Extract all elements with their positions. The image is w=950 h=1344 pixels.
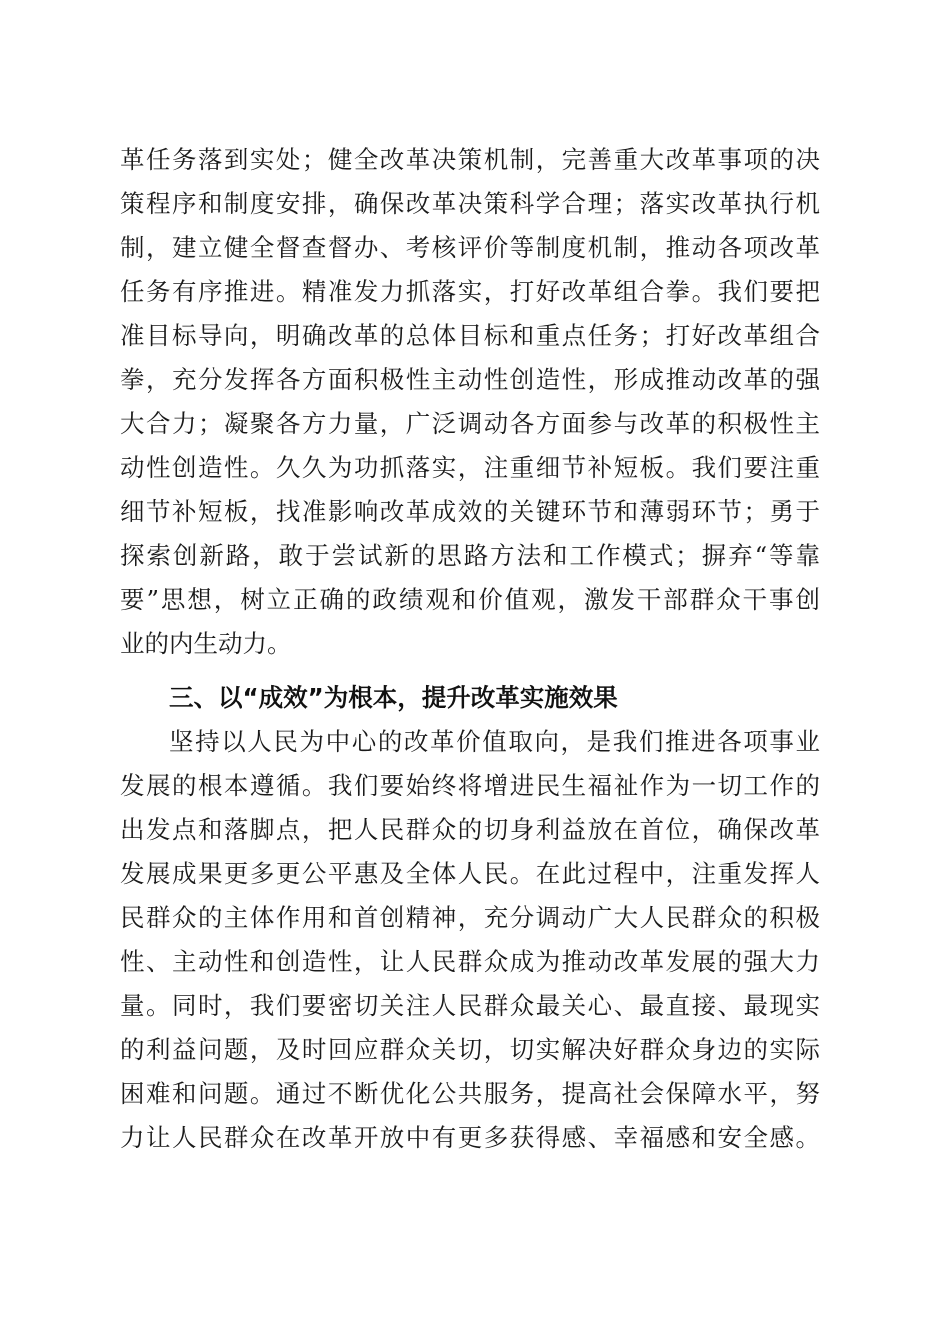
paragraph-line: 困难和问题。通过不断优化公共服务，提高社会保障水平，努 [120, 1079, 820, 1108]
paragraph-line: 发展成果更多更公平惠及全体人民。在此过程中，注重发挥人 [120, 859, 820, 888]
paragraph-line: 力让人民群众在改革开放中有更多获得感、幸福感和安全感。 [120, 1123, 820, 1152]
paragraph-line: 细节补短板，找准影响改革成效的关键环节和薄弱环节；勇于 [120, 497, 820, 526]
paragraph-line: 拳，充分发挥各方面积极性主动性创造性，形成推动改革的强 [120, 365, 820, 394]
paragraph-line: 性、主动性和创造性，让人民群众成为推动改革发展的强大力 [120, 947, 820, 976]
paragraph-line: 动性创造性。久久为功抓落实，注重细节补短板。我们要注重 [120, 453, 820, 482]
paragraph-line: 大合力；凝聚各方力量，广泛调动各方面参与改革的积极性主 [120, 409, 820, 438]
paragraph-line: 策程序和制度安排，确保改革决策科学合理；落实改革执行机 [120, 189, 820, 218]
paragraph-line: 发展的根本遵循。我们要始终将增进民生福祉作为一切工作的 [120, 771, 820, 800]
paragraph-line: 探索创新路，敢于尝试新的思路方法和工作模式；摒弃“等靠 [120, 541, 820, 570]
paragraph-people-centered [120, 720, 820, 1160]
paragraph-line: 量。同时，我们要密切关注人民群众最关心、最直接、最现实 [120, 991, 820, 1020]
section-heading: 三、以“成效”为根本，提升改革实施效果 [169, 683, 618, 712]
paragraph-line: 民群众的主体作用和首创精神，充分调动广大人民群众的积极 [120, 903, 820, 932]
paragraph-line: 任务有序推进。精准发力抓落实，打好改革组合拳。我们要把 [120, 277, 820, 306]
paragraph-reform-implementation [120, 138, 820, 666]
paragraph-line: 要”思想，树立正确的政绩观和价值观，激发干部群众干事创 [120, 585, 820, 614]
paragraph-line: 的利益问题，及时回应群众关切，切实解决好群众身边的实际 [120, 1035, 820, 1064]
paragraph-line: 业的内生动力。 [120, 629, 292, 658]
paragraph-line: 准目标导向，明确改革的总体目标和重点任务；打好改革组合 [120, 321, 820, 350]
paragraph-line: 制，建立健全督查督办、考核评价等制度机制，推动各项改革 [120, 233, 820, 262]
paragraph-line: 革任务落到实处；健全改革决策机制，完善重大改革事项的决 [120, 145, 820, 174]
paragraph-line: 坚持以人民为中心的改革价值取向，是我们推进各项事业 [169, 727, 820, 756]
paragraph-line: 出发点和落脚点，把人民群众的切身利益放在首位，确保改革 [120, 815, 820, 844]
